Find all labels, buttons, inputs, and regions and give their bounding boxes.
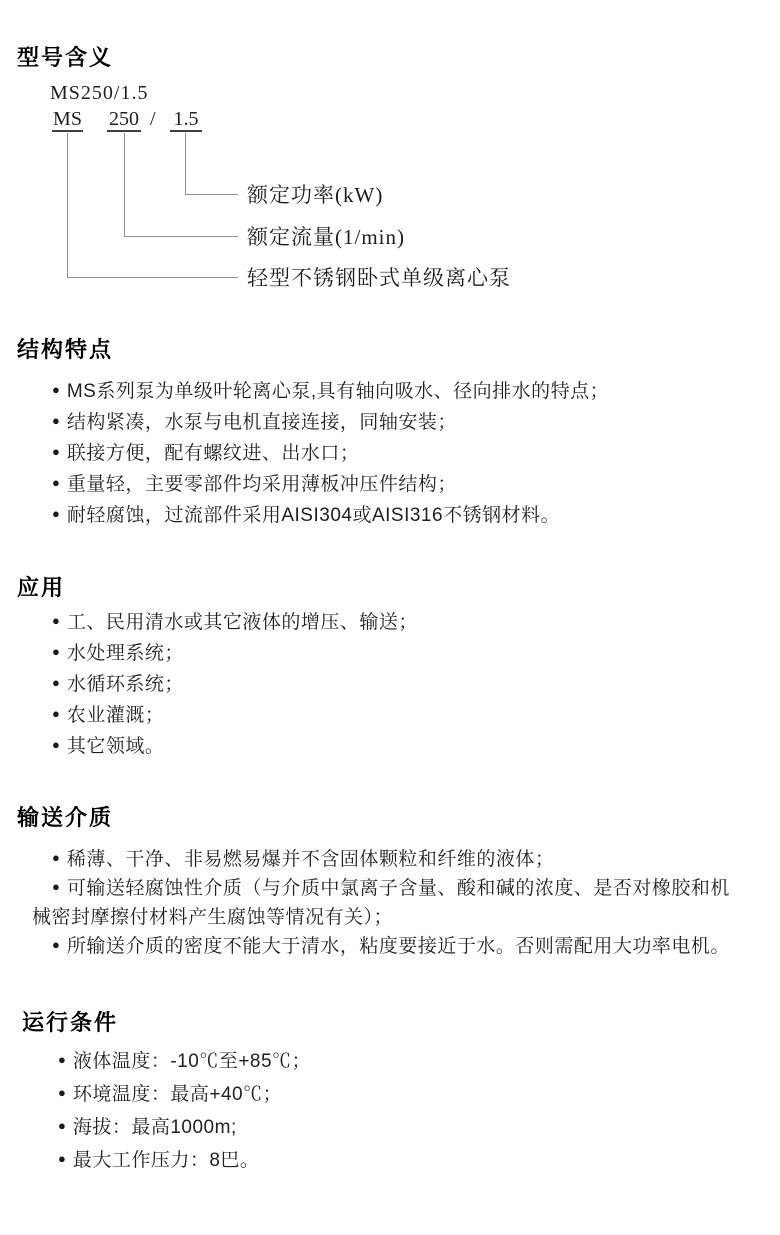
bullet-icon: ● <box>52 879 60 894</box>
list-item <box>52 872 730 901</box>
list-item-text: 液体温度：-10℃至+85℃； <box>72 1051 312 1072</box>
section-heading-operating: 运行条件 <box>22 1010 119 1035</box>
bullet-icon: ● <box>58 1085 66 1100</box>
list-item-text: 重量轻，主要零部件均采用薄板冲压件结构； <box>66 474 457 495</box>
list-item-text: 最大工作压力：8巴。 <box>72 1150 260 1171</box>
list-item <box>52 605 418 636</box>
list-item <box>52 467 609 498</box>
bullet-icon: ● <box>52 850 60 865</box>
list-item-text: 所输送介质的密度不能大于清水，粘度要接近于水。否则需配用大功率电机。 <box>66 936 730 957</box>
list-item <box>52 698 418 729</box>
model-part-series: MS <box>53 108 82 130</box>
list-item <box>52 636 418 667</box>
bullet-icon: ● <box>52 644 60 659</box>
list-item-text: 耐轻腐蚀，过流部件采用AISI304或AISI316不锈钢材料。 <box>66 505 561 526</box>
label-pump-type: 轻型不锈钢卧式单级离心泵 <box>247 266 511 290</box>
list-item <box>58 1142 311 1175</box>
list-item-text: 农业灌溉； <box>66 705 165 726</box>
list-item <box>58 1076 311 1109</box>
model-part-flow: 250 <box>109 108 139 130</box>
list-item <box>52 436 609 467</box>
list-item <box>58 1109 311 1142</box>
list-item <box>58 1043 311 1076</box>
bullet-icon: ● <box>58 1052 66 1067</box>
list-item <box>52 498 609 529</box>
list-item-text: 联接方便，配有螺纹进、出水口； <box>66 443 360 464</box>
list-item-text: 环境温度：最高+40℃； <box>72 1084 283 1105</box>
model-number-full: MS250/1.5 <box>50 82 149 104</box>
section-heading-application: 应用 <box>17 575 66 600</box>
bullet-icon: ● <box>52 444 60 459</box>
connector-hline-series <box>67 277 238 278</box>
list-item <box>52 729 418 760</box>
bullet-icon: ● <box>52 506 60 521</box>
list-item-text: 海拔：最高1000m; <box>72 1117 237 1138</box>
section-heading-medium: 输送介质 <box>17 805 114 830</box>
structure-feature-list <box>52 374 609 529</box>
application-list <box>52 605 418 760</box>
list-item-text: 可输送轻腐蚀性介质（与介质中氯离子含量、酸和碱的浓度、是否对橡胶和机 <box>66 878 730 899</box>
list-item-continuation <box>32 901 730 930</box>
list-item-text: 水循环系统； <box>66 674 184 695</box>
medium-list <box>32 843 730 959</box>
list-item <box>52 374 609 405</box>
list-item-text: 稀薄、干净、非易燃易爆并不含固体颗粒和纤维的液体； <box>66 849 555 870</box>
bullet-icon: ● <box>52 382 60 397</box>
connector-vline-power <box>185 133 186 194</box>
connector-vline-series <box>67 133 68 277</box>
list-item <box>52 667 418 698</box>
list-item-text: 械密封摩擦付材料产生腐蚀等情况有关）； <box>32 907 394 928</box>
bullet-icon: ● <box>52 413 60 428</box>
list-item <box>52 405 609 436</box>
bullet-icon: ● <box>52 675 60 690</box>
section-heading-structure: 结构特点 <box>17 337 114 362</box>
bullet-icon: ● <box>52 613 60 628</box>
connector-vline-flow <box>124 133 125 236</box>
list-item-text: 结构紧凑，水泵与电机直接连接，同轴安装； <box>66 412 457 433</box>
operating-list <box>58 1043 311 1175</box>
list-item-text: 工、民用清水或其它液体的增压、输送； <box>66 612 418 633</box>
model-part-slash: / <box>150 108 156 130</box>
list-item-text: MS系列泵为单级叶轮离心泵,具有轴向吸水、径向排水的特点； <box>66 381 610 402</box>
list-item-text: 水处理系统； <box>66 643 184 664</box>
list-item <box>52 843 730 872</box>
bullet-icon: ● <box>52 706 60 721</box>
section-heading-model: 型号含义 <box>17 45 114 70</box>
model-part-power: 1.5 <box>170 108 202 132</box>
connector-hline-flow <box>124 236 238 237</box>
label-rated-flow: 额定流量(1/min) <box>247 225 405 249</box>
list-item <box>52 930 730 959</box>
label-rated-power: 额定功率(kW) <box>247 183 384 207</box>
bullet-icon: ● <box>52 737 60 752</box>
bullet-icon: ● <box>58 1118 66 1133</box>
connector-hline-power <box>185 194 238 195</box>
bullet-icon: ● <box>58 1151 66 1166</box>
bullet-icon: ● <box>52 937 60 952</box>
list-item-text: 其它领域。 <box>66 736 165 757</box>
bullet-icon: ● <box>52 475 60 490</box>
